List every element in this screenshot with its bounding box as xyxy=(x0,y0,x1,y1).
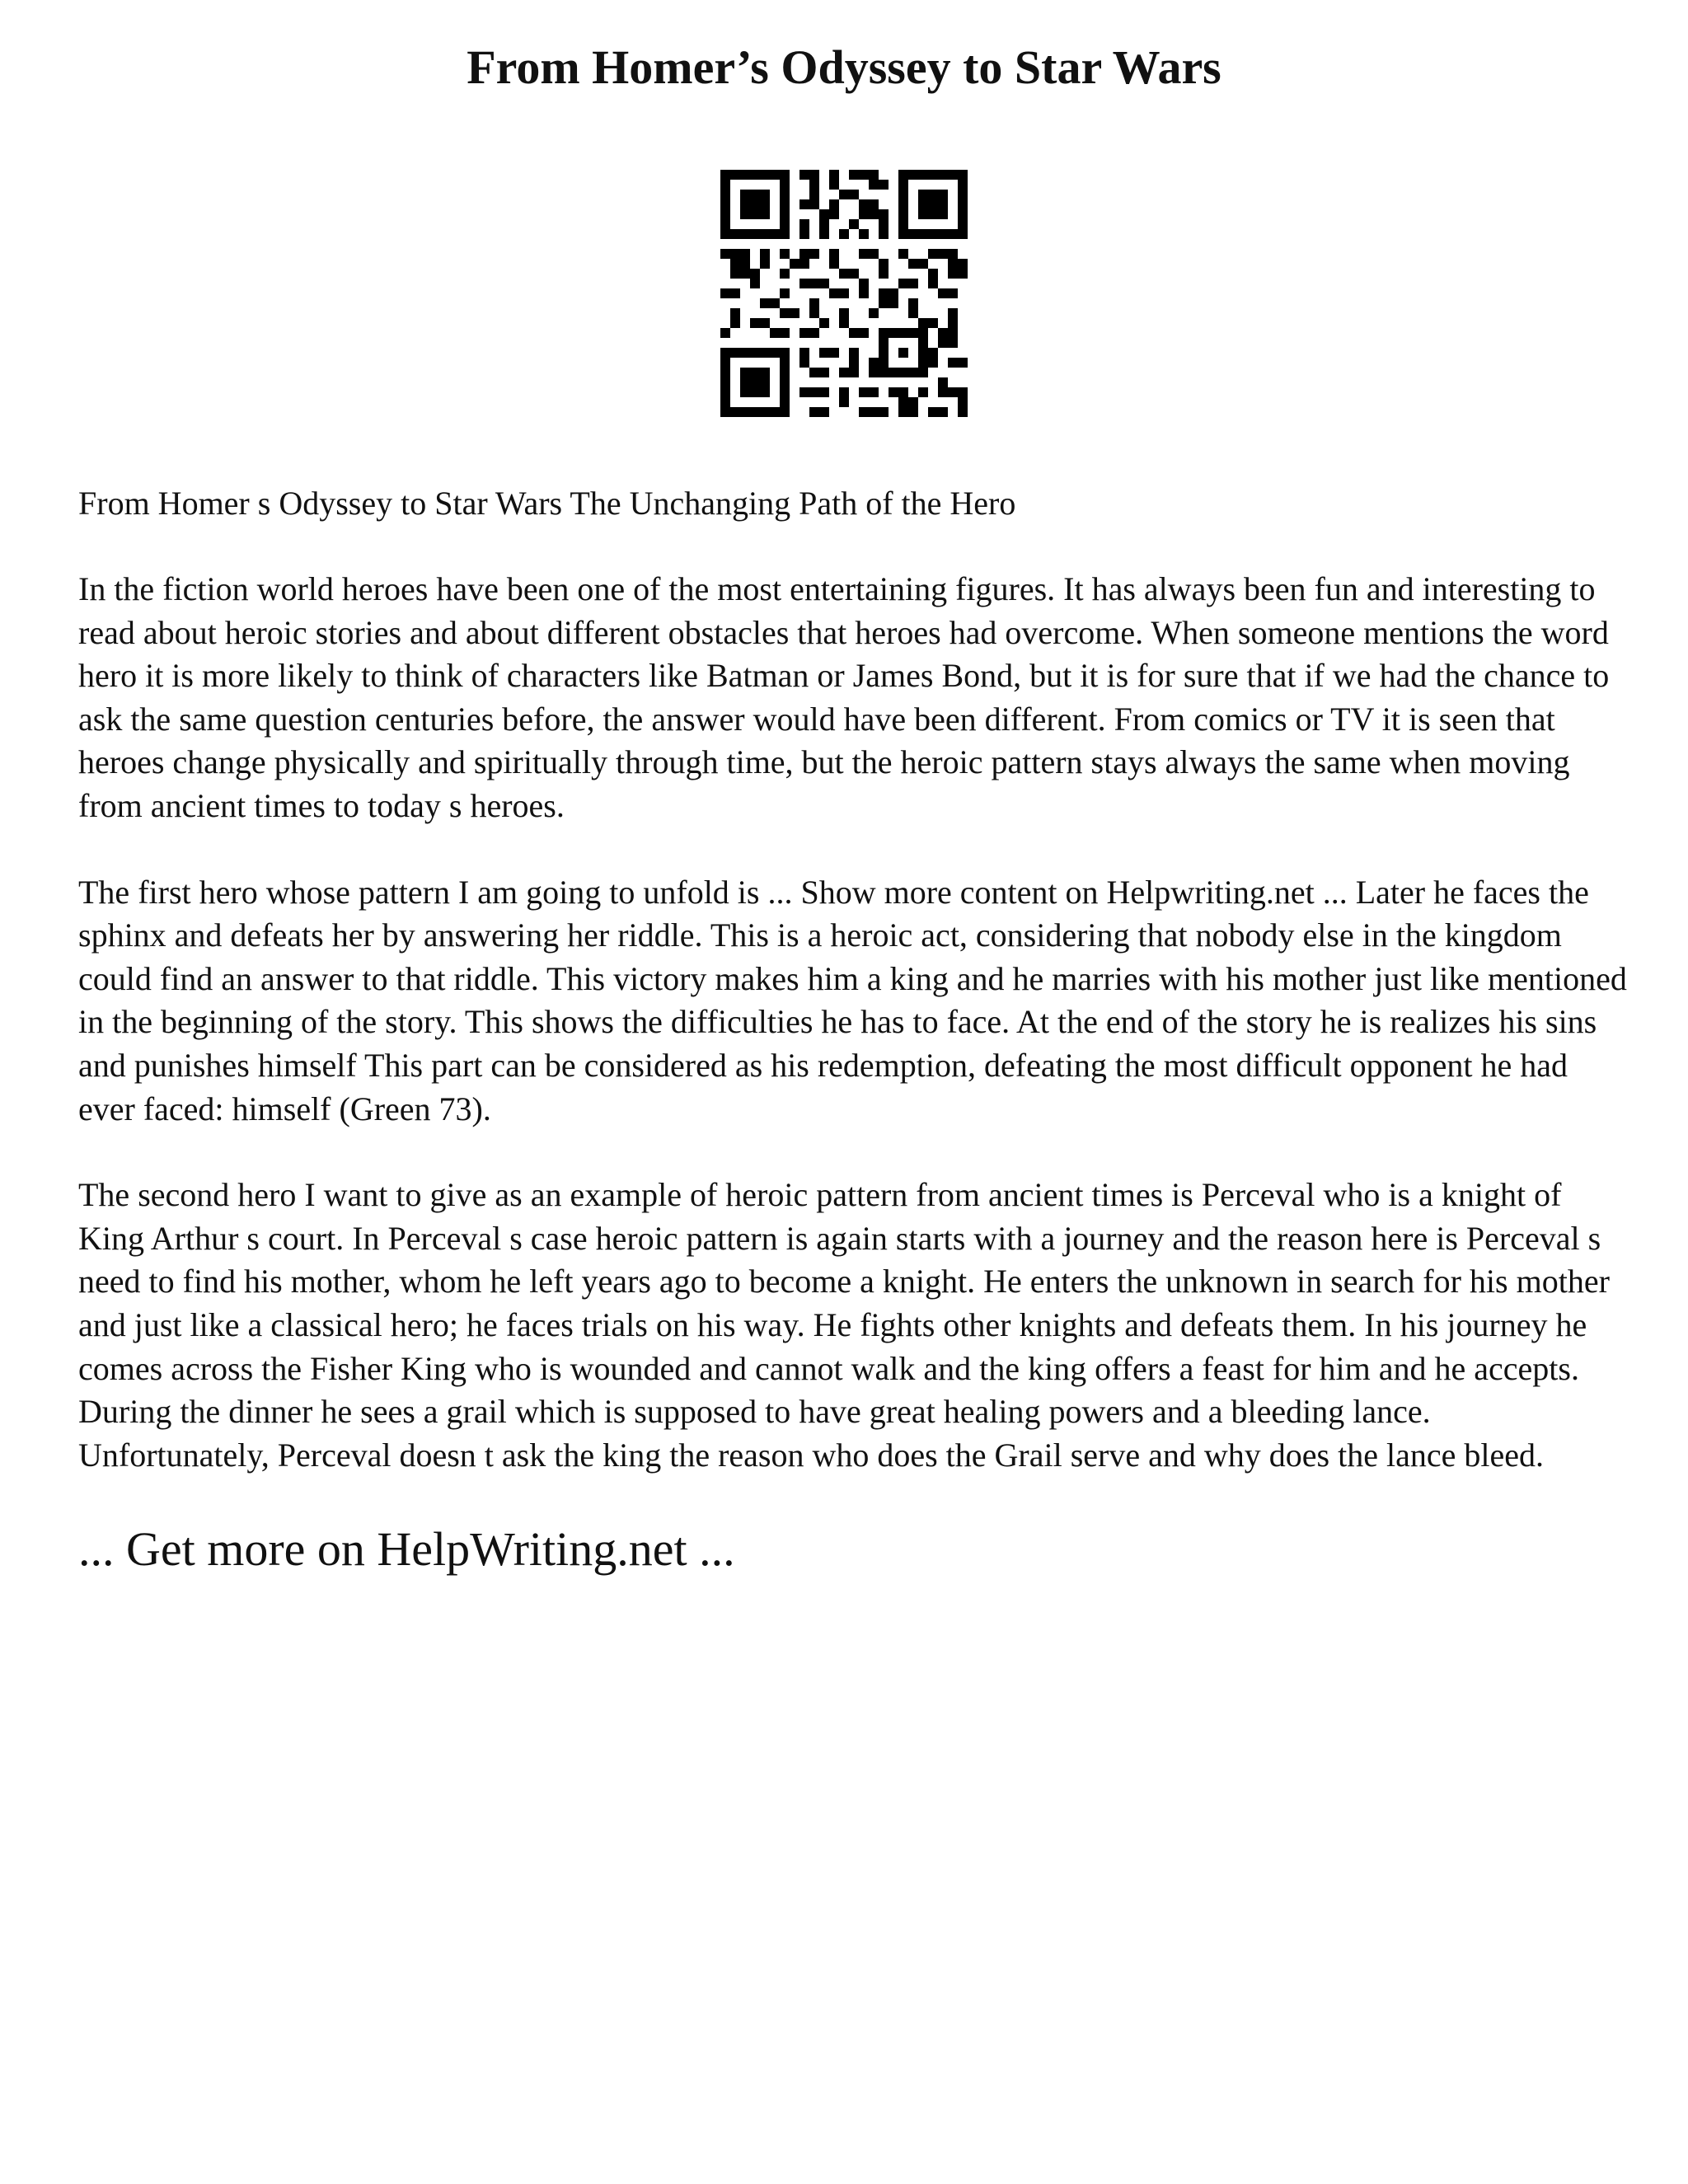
paragraph-intro: In the fiction world heroes have been one of the most entertaining figures. It has always been fun and interesting to read about heroic stories and about different obstacles that heroes had overcome. When someone mentions the word hero it is more likely to think of characters like Batman or James Bond, but it is for sure that if we had the chance to ask the same question centuries before, the answer would have been different. From comics or TV it is seen that heroes change physically and spiritually through time, but the heroic pattern stays always the same when moving from ancient times to today s heroes. xyxy=(78,570,1610,824)
paragraph-first-hero: The first hero whose pattern I am going to unfold is ... Show more content on Helpwriting.net ... Later he faces the sphinx and defeats her by answering her riddle. This is a heroic act, considering that nobody else in the kingdom could find an answer to that riddle. This victory makes him a king and he marries with his mother just like mentioned in the beginning of the story. This shows the difficulties he has to face. At the end of the story he is realizes his sins and punishes himself This part can be considered as his redemption, defeating the most difficult opponent he had ever faced: himself (Green 73). xyxy=(78,873,1627,1127)
get-more-link[interactable]: ... Get more on HelpWriting.net ... xyxy=(78,1522,735,1577)
qr-code-icon xyxy=(720,170,968,417)
essay-subtitle: From Homer s Odyssey to Star Wars The Unchanging Path of the Hero xyxy=(78,485,1016,522)
document-body xyxy=(78,482,1628,1579)
paragraph-second-hero: The second hero I want to give as an example of heroic pattern from ancient times is Perceval who is a knight of King Arthur s court. In Perceval s case heroic pattern is again starts with a journey and the reason here is Perceval s need to find his mother, whom he left years ago to become a knight. He enters the unknown in search for his mother and just like a classical hero; he faces trials on his way. He fights other knights and defeats them. In his journey he comes across the Fisher King who is wounded and cannot walk and the king offers a feast for him and he accepts. During the dinner he sees a grail which is supposed to have great healing powers and a bleeding lance. Unfortunately, Perceval doesn t ask the king the reason who does the Grail serve and why does the lance bleed. xyxy=(78,1176,1610,1474)
page-title: From Homer’s Odyssey to Star Wars xyxy=(467,40,1221,94)
